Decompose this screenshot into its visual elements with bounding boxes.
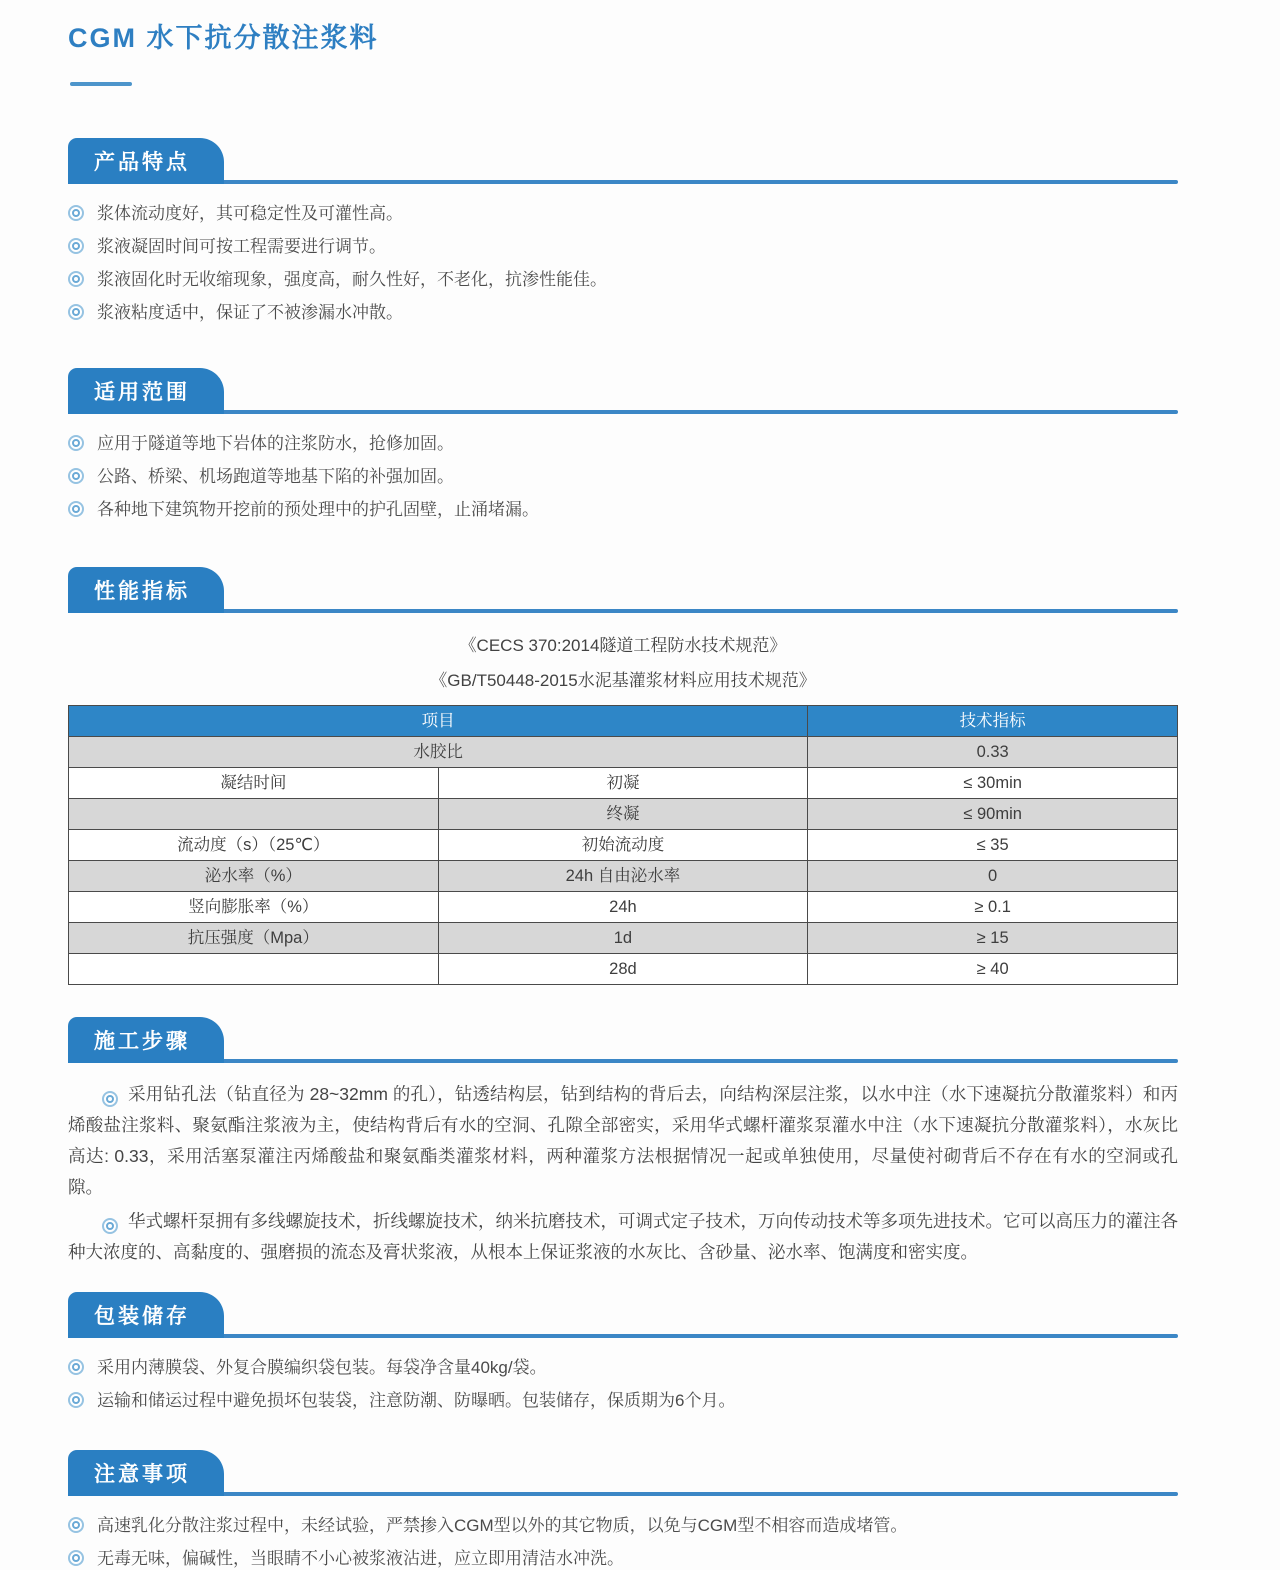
section-rule	[68, 1059, 1178, 1063]
construction-paragraph	[68, 1079, 1178, 1203]
bullet-inner-ring	[72, 242, 80, 250]
table-cell: ≤ 90min	[808, 799, 1178, 830]
page-title: CGM 水下抗分散注浆料	[68, 23, 379, 53]
bullet-inner-ring	[72, 1396, 80, 1404]
list-item-text: 浆体流动度好，其可稳定性及可灌性高。	[97, 204, 403, 223]
section-header-notes	[68, 1450, 1178, 1496]
list-item-text: 浆液固化时无收缩现象，强度高，耐久性好，不老化，抗渗性能佳。	[97, 270, 607, 289]
table-cell: 1d	[438, 923, 808, 954]
table-cell	[69, 799, 439, 830]
bullseye-bullet-icon	[68, 1550, 84, 1566]
list-item	[68, 1389, 1178, 1412]
bullet-inner-ring	[72, 1363, 80, 1371]
list-item	[68, 301, 1178, 324]
list-item-text: 高速乳化分散注浆过程中，未经试验，严禁掺入CGM型以外的其它物质，以免与CGM型不相容而造成堵管。	[97, 1516, 908, 1535]
table-cell: 初始流动度	[438, 830, 808, 861]
paragraph-text: 华式螺杆泵拥有多线螺旋技术，折线螺旋技术，纳米抗磨技术，可调式定子技术，万向传动技术等多项先进技术。它可以高压力的灌注各种大浓度的、高黏度的、强磨损的流态及膏状浆液，从根本上保证浆液的水灰比、含砂量、泌水率、饱满度和密实度。	[68, 1211, 1178, 1262]
section-rule	[68, 410, 1178, 414]
bullseye-bullet-icon	[68, 271, 84, 287]
scope-list	[68, 432, 1178, 521]
table-cell: 0	[808, 861, 1178, 892]
standards-references	[68, 635, 1178, 692]
section-rule	[68, 609, 1178, 613]
table-cell: 24h 自由泌水率	[438, 861, 808, 892]
section-tab-performance: 性能指标	[68, 567, 224, 613]
features-list	[68, 202, 1178, 324]
list-item	[68, 432, 1178, 455]
table-cell: 竖向膨胀率（%）	[69, 892, 439, 923]
list-item-text: 运输和储运过程中避免损坏包装袋，注意防潮、防曝晒。包装储存，保质期为6个月。	[97, 1391, 736, 1410]
list-item	[68, 235, 1178, 258]
section-tab-packaging: 包装储存	[68, 1292, 224, 1338]
bullseye-bullet-icon	[68, 238, 84, 254]
section-rule	[68, 180, 1178, 184]
list-item	[68, 465, 1178, 488]
table-cell: 抗压强度（Mpa）	[69, 923, 439, 954]
construction-paragraphs	[68, 1079, 1178, 1268]
bullet-inner-ring	[72, 1521, 80, 1529]
bullseye-bullet-icon	[68, 435, 84, 451]
standards-line: 《GB/T50448-2015水泥基灌浆材料应用技术规范》	[430, 671, 816, 690]
bullseye-bullet-icon	[68, 1517, 84, 1533]
bullet-inner-ring	[72, 439, 80, 447]
table-cell: ≤ 35	[808, 830, 1178, 861]
performance-table-head	[69, 706, 1178, 737]
section-header-construction	[68, 1017, 1178, 1063]
table-cell: ≥ 0.1	[808, 892, 1178, 923]
table-cell: ≤ 30min	[808, 768, 1178, 799]
bullseye-bullet-icon	[68, 501, 84, 517]
list-item-text: 浆液凝固时间可按工程需要进行调节。	[97, 237, 386, 256]
list-item	[68, 1356, 1178, 1379]
bullseye-bullet-icon	[68, 1359, 84, 1375]
bullet-inner-ring	[106, 1095, 114, 1103]
section-rule	[68, 1492, 1178, 1496]
table-row	[69, 923, 1178, 954]
bullet-inner-ring	[72, 209, 80, 217]
list-item-text: 公路、桥梁、机场跑道等地基下陷的补强加固。	[97, 467, 454, 486]
table-row	[69, 799, 1178, 830]
section-tab-notes: 注意事项	[68, 1450, 224, 1496]
bullseye-bullet-icon	[68, 304, 84, 320]
table-row	[69, 768, 1178, 799]
list-item-text: 应用于隧道等地下岩体的注浆防水，抢修加固。	[97, 434, 454, 453]
list-item	[68, 268, 1178, 291]
section-tab-features: 产品特点	[68, 138, 224, 184]
standards-line: 《CECS 370:2014隧道工程防水技术规范》	[459, 636, 787, 655]
list-item	[68, 1547, 1178, 1570]
notes-list	[68, 1514, 1178, 1570]
list-item	[68, 1514, 1178, 1537]
section-header-scope	[68, 368, 1178, 414]
performance-table-body	[69, 737, 1178, 985]
table-header-cell: 技术指标	[808, 706, 1178, 737]
table-cell: 终凝	[438, 799, 808, 830]
table-row	[69, 892, 1178, 923]
list-item-text: 采用内薄膜袋、外复合膜编织袋包装。每袋净含量40kg/袋。	[97, 1358, 547, 1377]
bullet-inner-ring	[72, 1554, 80, 1562]
section-header-features	[68, 138, 1178, 184]
table-cell: 泌水率（%）	[69, 861, 439, 892]
paragraph-text: 采用钻孔法（钻直径为 28~32mm 的孔），钻透结构层，钻到结构的背后去，向结构深层注浆，以水中注（水下速凝抗分散灌浆料）和丙烯酸盐注浆料、聚氨酯注浆液为主，使结构背后有水的空洞、孔隙全部密实，采用华式螺杆灌浆泵灌水中注（水下速凝抗分散灌浆料），水灰比高达: 0.33，采用活塞泵灌注丙烯酸盐和聚氨酯类灌浆材料，两种灌浆方法根据情况一起或单独使用，尽量使衬砌背后不存在有水的空洞或孔隙。	[68, 1084, 1178, 1197]
table-row	[69, 737, 1178, 768]
table-cell: ≥ 40	[808, 954, 1178, 985]
table-row	[69, 830, 1178, 861]
bullseye-bullet-icon	[68, 205, 84, 221]
bullseye-bullet-icon	[68, 468, 84, 484]
table-cell	[69, 954, 439, 985]
list-item-text: 无毒无味，偏碱性，当眼睛不小心被浆液沾进，应立即用清洁水冲洗。	[97, 1549, 624, 1568]
table-cell: 水胶比	[69, 737, 808, 768]
bullet-inner-ring	[106, 1222, 114, 1230]
list-item-text: 各种地下建筑物开挖前的预处理中的护孔固壁，止涌堵漏。	[97, 500, 539, 519]
performance-table	[68, 705, 1178, 985]
table-cell: 初凝	[438, 768, 808, 799]
bullseye-bullet-icon	[102, 1091, 118, 1107]
list-item	[68, 202, 1178, 225]
list-item-text: 浆液粘度适中，保证了不被渗漏水冲散。	[97, 303, 403, 322]
table-cell: 凝结时间	[69, 768, 439, 799]
table-header-cell: 项目	[69, 706, 808, 737]
bullet-inner-ring	[72, 505, 80, 513]
bullet-inner-ring	[72, 275, 80, 283]
table-row	[69, 954, 1178, 985]
section-tab-scope: 适用范围	[68, 368, 224, 414]
table-cell: 28d	[438, 954, 808, 985]
bullet-inner-ring	[72, 472, 80, 480]
construction-paragraph	[68, 1206, 1178, 1268]
list-item	[68, 498, 1178, 521]
table-row	[69, 861, 1178, 892]
bullseye-bullet-icon	[68, 1392, 84, 1408]
section-tab-construction: 施工步骤	[68, 1017, 224, 1063]
title-underline	[70, 82, 132, 86]
bullet-inner-ring	[72, 308, 80, 316]
table-cell: ≥ 15	[808, 923, 1178, 954]
table-cell: 24h	[438, 892, 808, 923]
bullseye-bullet-icon	[102, 1218, 118, 1234]
section-rule	[68, 1334, 1178, 1338]
section-header-packaging	[68, 1292, 1178, 1338]
table-cell: 0.33	[808, 737, 1178, 768]
table-header-row	[69, 706, 1178, 737]
section-header-performance	[68, 567, 1178, 613]
table-cell: 流动度（s）（25℃）	[69, 830, 439, 861]
